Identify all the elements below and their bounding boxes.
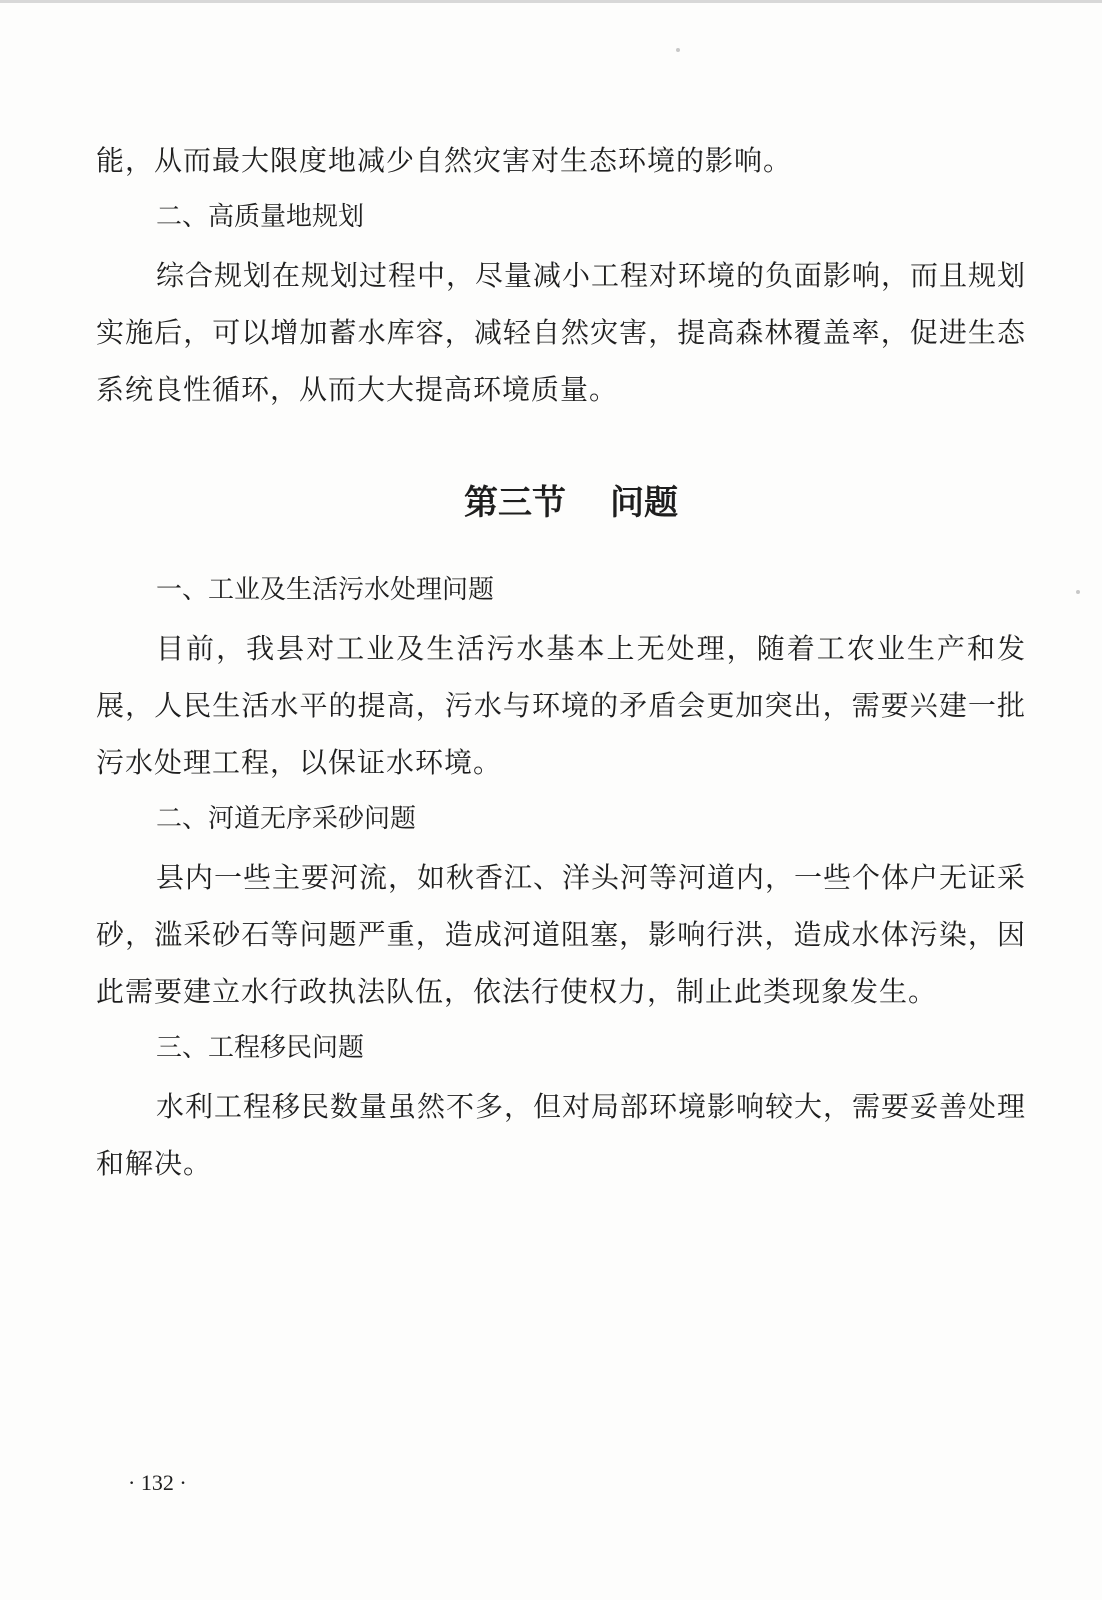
scan-speck: [676, 48, 680, 52]
section-title: [96, 478, 1026, 528]
paragraph-sewage-treatment: 目前，我县对工业及生活污水基本上无处理，随着工农业生产和发展，人民生活水平的提高，污水与环境的矛盾会更加突出，需要兴建一批污水处理工程，以保证水环境。: [96, 632, 1026, 779]
scan-top-edge: [0, 0, 1102, 3]
subheading-sewage-treatment: 一、工业及生活污水处理问题: [156, 575, 495, 605]
subheading-high-quality-planning: 二、高质量地规划: [156, 202, 365, 232]
section-title-number: 第三节: [464, 483, 566, 523]
page-content: [96, 132, 1026, 1192]
page-number: · 132 ·: [128, 1470, 187, 1495]
paragraph-planning: 综合规划在规划过程中，尽量减小工程对环境的负面影响，而且规划实施后，可以增加蓄水库容，减轻自然灾害，提高森林覆盖率，促进生态系统良性循环，从而大大提高环境质量。: [96, 259, 1027, 406]
paragraph-continuation: 能，从而最大限度地减少自然灾害对生态环境的影响。: [96, 144, 793, 177]
scan-speck: [1076, 590, 1080, 594]
subheading-resettlement: 三、工程移民问题: [156, 1033, 365, 1063]
paragraph-resettlement: 水利工程移民数量虽然不多，但对局部环境影响较大，需要妥善处理和解决。: [96, 1090, 1027, 1180]
paragraph-sand-mining: 县内一些主要河流，如秋香江、洋头河等河道内，一些个体户无证采砂，滥采砂石等问题严重，造成河道阻塞，影响行洪，造成水体污染，因此需要建立水行政执法队伍，依法行使权力，制止此类现象发生。: [96, 861, 1027, 1008]
subheading-sand-mining: 二、河道无序采砂问题: [156, 804, 417, 834]
section-title-text: 问题: [610, 483, 678, 523]
